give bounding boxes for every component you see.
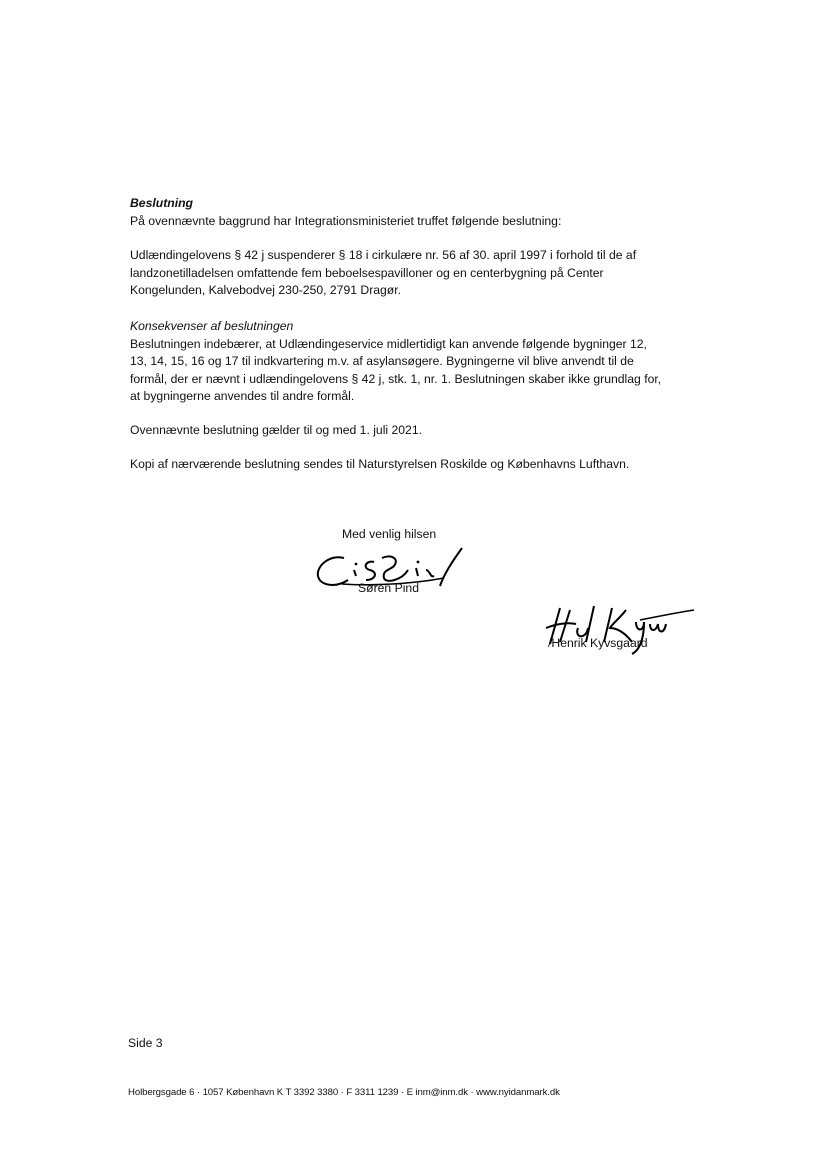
footer-contact: Holbergsgade 6 · 1057 København K T 3392 3380 · F 3311 1239 · E inm@inm.dk · www.nyidanmark.dk	[128, 1087, 560, 1098]
closing-greeting: Med venlig hilsen	[342, 527, 437, 541]
signatory-1-name: Søren Pind	[358, 581, 419, 595]
decision-paragraph-block	[130, 247, 662, 300]
decision-heading: Beslutning	[130, 196, 193, 210]
copy-note-text: Kopi af nærværende beslutning sendes til Naturstyrelsen Roskilde og Københavns Lufthavn.	[130, 457, 630, 471]
decision-paragraph: Udlændingelovens § 42 j suspenderer § 18 i cirkulære nr. 56 af 30. april 1997 i forhold til de af landzonetilladelsen omfattende fem beboelsespavilloner og en centerbygning på Center Kongelunden, Kalvebodvej 230-250, 2791 Dragør.	[130, 248, 637, 297]
consequences-heading: Konsekvenser af beslutningen	[130, 319, 294, 333]
validity-text: Ovennævnte beslutning gælder til og med 1. juli 2021.	[130, 423, 423, 437]
validity-block	[130, 422, 690, 440]
consequences-paragraph: Beslutningen indebærer, at Udlændingeservice midlertidigt kan anvende følgende bygninger 12, 13, 14, 15, 16 og 17 til indkvartering m.v. af asylansøgere. Bygningerne vil blive anvendt til de formål, der er nævnt i udlændingelovens § 42 j, stk. 1, nr. 1. Beslutningen skaber ikke grundlag for, at bygningerne anvendes til andre formål.	[130, 336, 662, 403]
consequences-section	[130, 318, 662, 406]
copy-note-block	[130, 456, 690, 474]
page-number: Side 3	[128, 1036, 163, 1050]
decision-section	[130, 195, 690, 230]
decision-intro: På ovennævnte baggrund har Integrationsministeriet truffet følgende beslutning:	[130, 213, 562, 228]
signatory-2-name: /Henrik Kyvsgaard	[548, 636, 648, 650]
